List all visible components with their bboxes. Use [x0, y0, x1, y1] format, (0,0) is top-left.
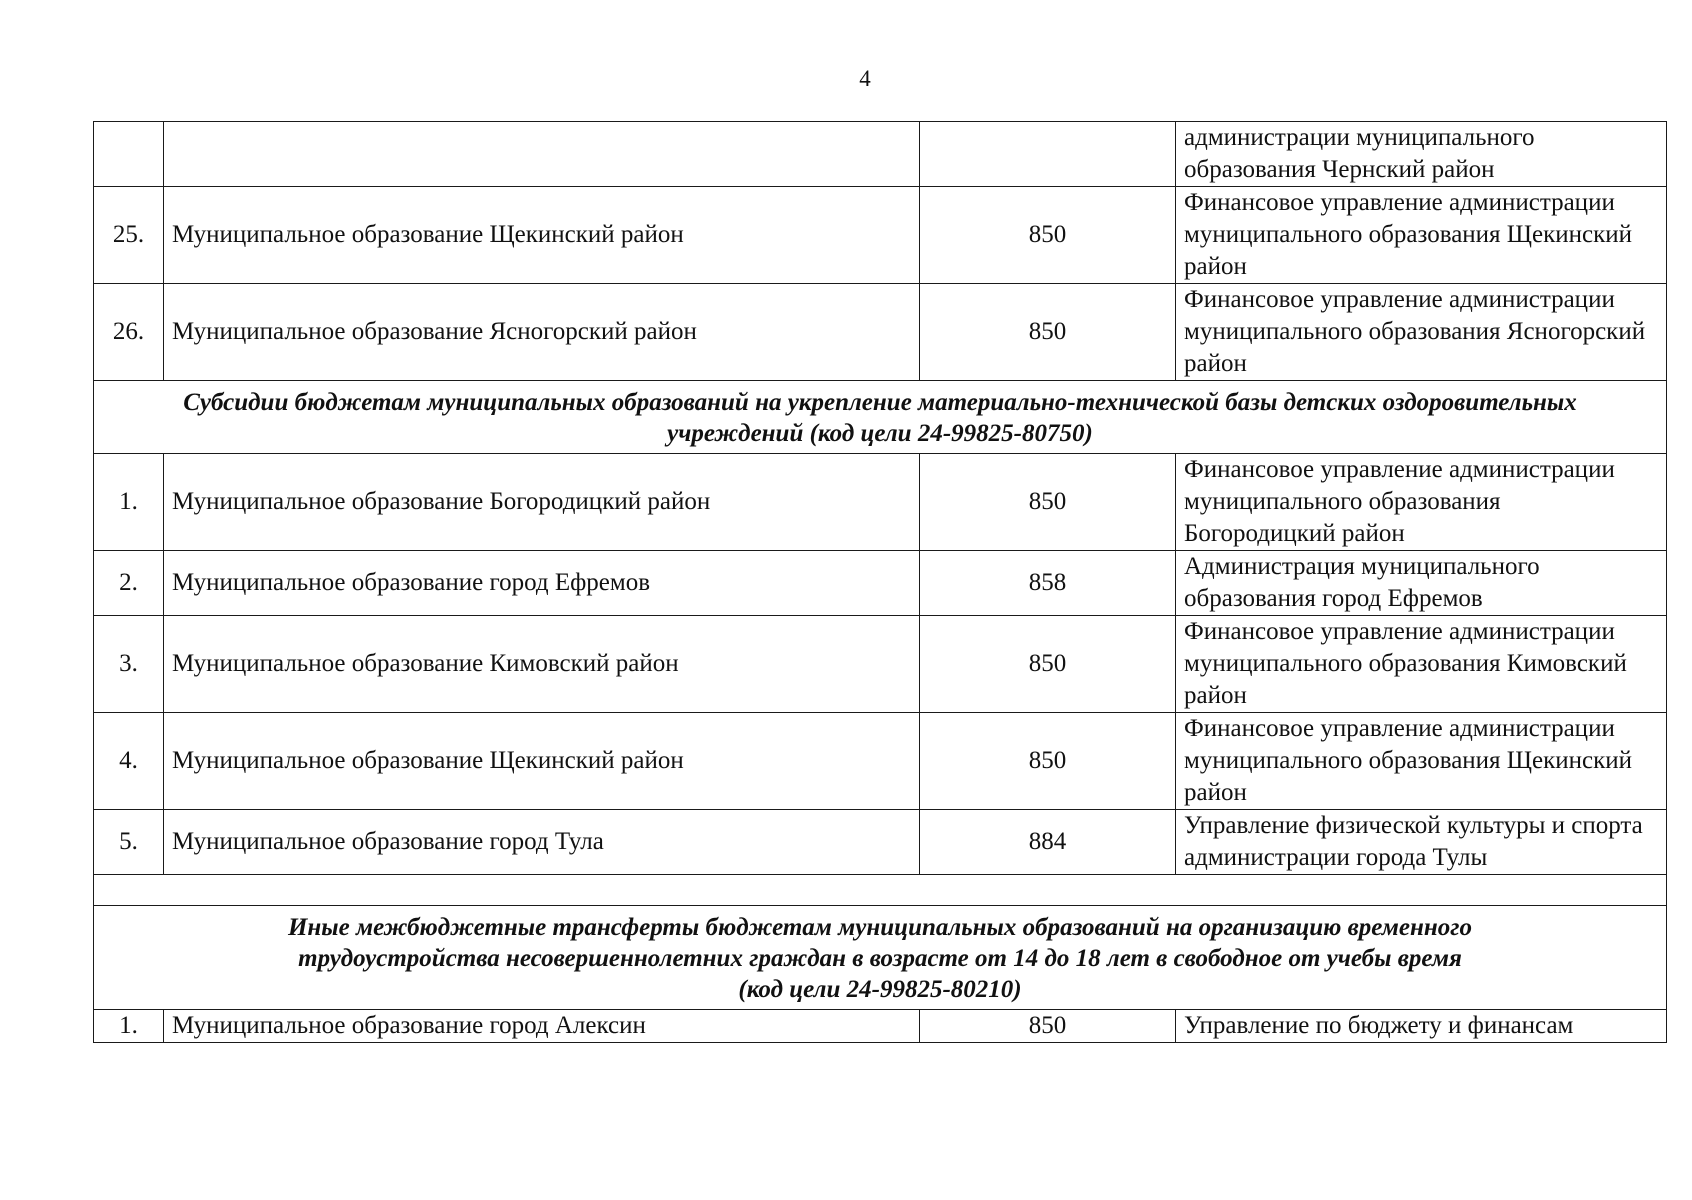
- row-number-cell: 26.: [94, 284, 164, 381]
- table-row: [94, 713, 1667, 810]
- section-title-line: (код цели 24-99825-80210): [738, 976, 1022, 1003]
- page-number: 4: [859, 66, 871, 91]
- code-cell: 850: [920, 187, 1176, 284]
- table-row: [94, 187, 1667, 284]
- municipality-cell: Муниципальное образование Щекинский район: [164, 187, 920, 284]
- row-number-cell: [94, 122, 164, 187]
- table-row: [94, 284, 1667, 381]
- code-cell: 858: [920, 551, 1176, 616]
- row-number-cell: 4.: [94, 713, 164, 810]
- code-cell: 850: [920, 1010, 1176, 1043]
- recipients-table: [93, 121, 1667, 1043]
- row-number-cell: 2.: [94, 551, 164, 616]
- administrator-cell: Управление по бюджету и финансам: [1176, 1010, 1667, 1043]
- code-cell: [920, 122, 1176, 187]
- section-title-line: Иные межбюджетные трансферты бюджетам муниципальных образований на организацию временного: [287, 914, 1472, 941]
- section-header-row: [94, 906, 1667, 1010]
- section-title: [94, 906, 1667, 1010]
- table-row: [94, 1010, 1667, 1043]
- row-number-cell: 1.: [94, 454, 164, 551]
- empty-row: [94, 875, 1667, 906]
- code-cell: 850: [920, 616, 1176, 713]
- row-number-cell: 3.: [94, 616, 164, 713]
- municipality-cell: Муниципальное образование Щекинский район: [164, 713, 920, 810]
- code-cell: 850: [920, 713, 1176, 810]
- administrator-cell: администрации муниципального образования Чернский район: [1176, 122, 1667, 187]
- empty-cell: [94, 875, 1667, 906]
- administrator-cell: Администрация муниципального образования город Ефремов: [1176, 551, 1667, 616]
- section-title: Субсидии бюджетам муниципальных образований на укрепление материально-технической базы детских оздоровительных учреждений (код цели 24-99825-80750): [94, 381, 1667, 454]
- row-number-cell: 5.: [94, 810, 164, 875]
- municipality-cell: Муниципальное образование город Алексин: [164, 1010, 920, 1043]
- municipality-cell: Муниципальное образование Кимовский район: [164, 616, 920, 713]
- administrator-cell: Финансовое управление администрации муниципального образования Богородицкий район: [1176, 454, 1667, 551]
- table-row: [94, 454, 1667, 551]
- table-row: [94, 122, 1667, 187]
- table-row: [94, 810, 1667, 875]
- administrator-cell: Управление физической культуры и спорта администрации города Тулы: [1176, 810, 1667, 875]
- administrator-cell: Финансовое управление администрации муниципального образования Ясногорский район: [1176, 284, 1667, 381]
- municipality-cell: Муниципальное образование Богородицкий район: [164, 454, 920, 551]
- administrator-cell: Финансовое управление администрации муниципального образования Щекинский район: [1176, 713, 1667, 810]
- code-cell: 850: [920, 454, 1176, 551]
- municipality-cell: Муниципальное образование город Тула: [164, 810, 920, 875]
- administrator-cell: Финансовое управление администрации муниципального образования Кимовский район: [1176, 616, 1667, 713]
- municipality-cell: Муниципальное образование город Ефремов: [164, 551, 920, 616]
- municipality-cell: Муниципальное образование Ясногорский район: [164, 284, 920, 381]
- row-number-cell: 1.: [94, 1010, 164, 1043]
- table-row: [94, 551, 1667, 616]
- code-cell: 850: [920, 284, 1176, 381]
- row-number-cell: 25.: [94, 187, 164, 284]
- administrator-cell: Финансовое управление администрации муниципального образования Щекинский район: [1176, 187, 1667, 284]
- table-row: [94, 616, 1667, 713]
- section-title-line: трудоустройства несовершеннолетних граждан в возрасте от 14 до 18 лет в свободное от учебы время: [298, 945, 1462, 972]
- section-header-row: [94, 381, 1667, 454]
- municipality-cell: [164, 122, 920, 187]
- code-cell: 884: [920, 810, 1176, 875]
